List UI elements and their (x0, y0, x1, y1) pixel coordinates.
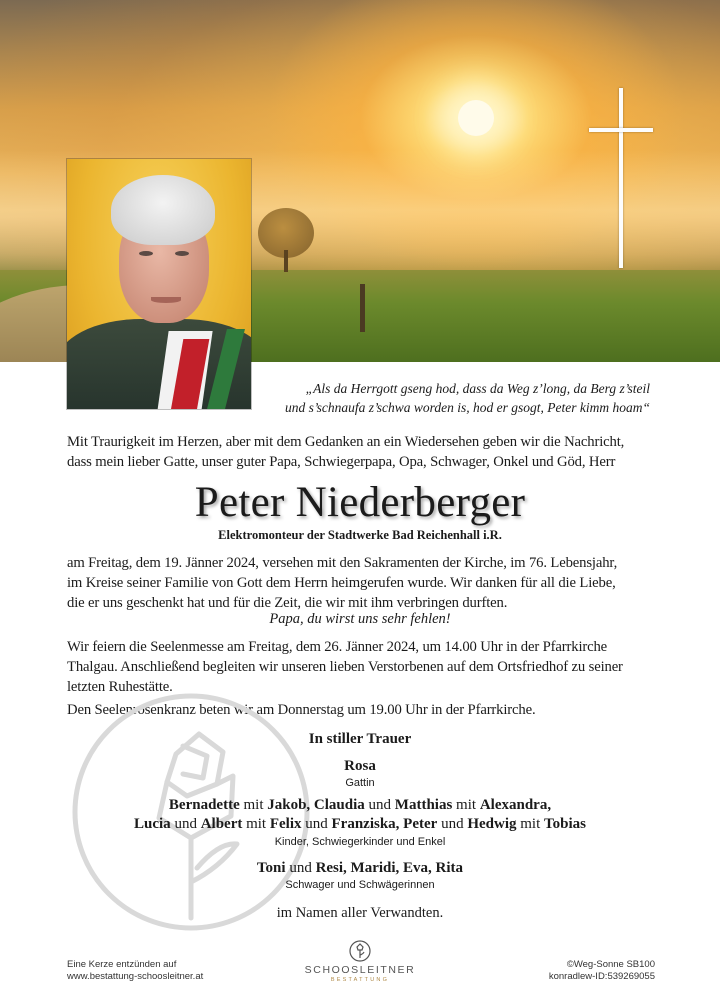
logo-sub-text: BESTATTUNG (330, 977, 390, 983)
body2-line-3: letzten Ruhestätte. (67, 679, 173, 695)
siblings-line (0, 860, 720, 877)
closing-line: im Namen aller Verwandten. (276, 905, 444, 921)
connector-word: mit (452, 797, 480, 813)
connector-word: mit (239, 797, 268, 813)
portrait-eye-right (175, 251, 189, 256)
spouse-name: Rosa (344, 758, 376, 774)
mourner-name: Alexandra, (479, 797, 552, 813)
portrait-mouth (151, 297, 181, 303)
footer-right-line-1: ©Weg-Sonne SB100 (566, 959, 655, 970)
cross-horizontal-beam (589, 128, 653, 132)
portrait-photo (67, 159, 251, 409)
mourner-name: Resi, Maridi, Eva, Rita (315, 860, 464, 876)
mourner-name: Bernadette (168, 797, 240, 813)
intro-line-2: dass mein lieber Gatte, unser guter Papa, Schwiegerpapa, Opa, Schwager, Onkel und Göd, Herr (67, 454, 616, 470)
body2-line-1: Wir feiern die Seelenmesse am Freitag, dem 26. Jänner 2024, um 14.00 Uhr in der Pfarrkirche (67, 639, 608, 655)
cross-icon (589, 88, 653, 270)
papa-farewell-line: Papa, du wirst uns sehr fehlen! (269, 611, 451, 627)
quote-line-1: „Als da Herrgott gseng hod, dass da Weg z’long, da Berg z’steil (305, 381, 650, 396)
fence-post (360, 284, 365, 332)
mourner-name: Felix (269, 816, 302, 832)
children-line-1 (0, 797, 720, 814)
mourner-name: Lucia (134, 816, 171, 832)
body1-line-1: am Freitag, dem 19. Jänner 2024, versehen mit den Sakramenten der Kirche, im 76. Lebensjahr, (67, 555, 618, 571)
footer-website-link[interactable]: www.bestattung-schoosleitner.at (67, 971, 204, 982)
footer-right-line-2: konradlew-ID:539269055 (548, 971, 655, 982)
quote-line-2: und s’schnaufa z’schwa worden is, hod er gsogt, Peter kimm hoam“ (284, 400, 650, 415)
siblings-role: Schwager und Schwägerinnen (285, 879, 435, 891)
mourner-name: Albert (200, 816, 243, 832)
children-role: Kinder, Schwiegerkinder und Enkel (274, 836, 446, 848)
body1-line-3: die er uns geschenkt hat und für die Zeit, die wir mit ihm verbringen durften. (67, 595, 508, 611)
mourners-heading: In stiller Trauer (308, 731, 412, 747)
footer-credits (549, 959, 655, 983)
mourner-name: Franziska, Peter (331, 816, 438, 832)
portrait-hair (111, 175, 215, 245)
body1-line-2: im Kreise seiner Familie von Gott dem Herrn heimgerufen wurde. Wir danken für all die Liebe, (67, 575, 616, 591)
mourner-name: Matthias (394, 797, 453, 813)
mourner-name: Jakob, Claudia (267, 797, 365, 813)
mourner-name: Hedwig (467, 816, 517, 832)
connector-word: mit (516, 816, 545, 832)
spouse-role: Gattin (345, 777, 375, 789)
sun (458, 100, 494, 136)
death-announcement-text (67, 553, 661, 613)
mourner-name: Toni (256, 860, 286, 876)
connector-word: und (437, 816, 468, 832)
tree-trunk (284, 250, 288, 272)
intro-text (67, 432, 657, 472)
connector-word: und (285, 860, 316, 876)
rosary-text: Den Seelenrosenkranz beten wir am Donnerstag um 19.00 Uhr in der Pfarrkirche. (67, 702, 536, 718)
cross-vertical-beam (619, 88, 623, 268)
children-line-2 (0, 816, 720, 833)
funeral-home-logo (300, 940, 420, 983)
mourner-name: Tobias (544, 816, 586, 832)
footer-candle-link[interactable] (67, 959, 203, 983)
intro-line-1: Mit Traurigkeit im Herzen, aber mit dem Gedanken an ein Wiedersehen geben wir die Nachricht, (67, 434, 625, 450)
connector-word: und (301, 816, 332, 832)
rose-logo-icon (349, 940, 371, 962)
logo-brand-text: SCHOOSLEITNER (304, 964, 416, 976)
deceased-occupation: Elektromonteur der Stadtwerke Bad Reichenhall i.R. (218, 528, 502, 542)
connector-word: und (364, 797, 395, 813)
deceased-name: Peter Niederberger (194, 479, 526, 526)
body2-line-2: Thalgau. Anschließend begleiten wir unseren lieben Verstorbenen auf dem Ortsfriedhof zu seiner (67, 659, 623, 675)
connector-word: und (170, 816, 201, 832)
footer-left-line-1: Eine Kerze entzünden auf (67, 959, 177, 970)
funeral-mass-text (67, 637, 661, 697)
connector-word: mit (242, 816, 270, 832)
dialect-quote (264, 379, 650, 417)
portrait-eye-left (139, 251, 153, 256)
